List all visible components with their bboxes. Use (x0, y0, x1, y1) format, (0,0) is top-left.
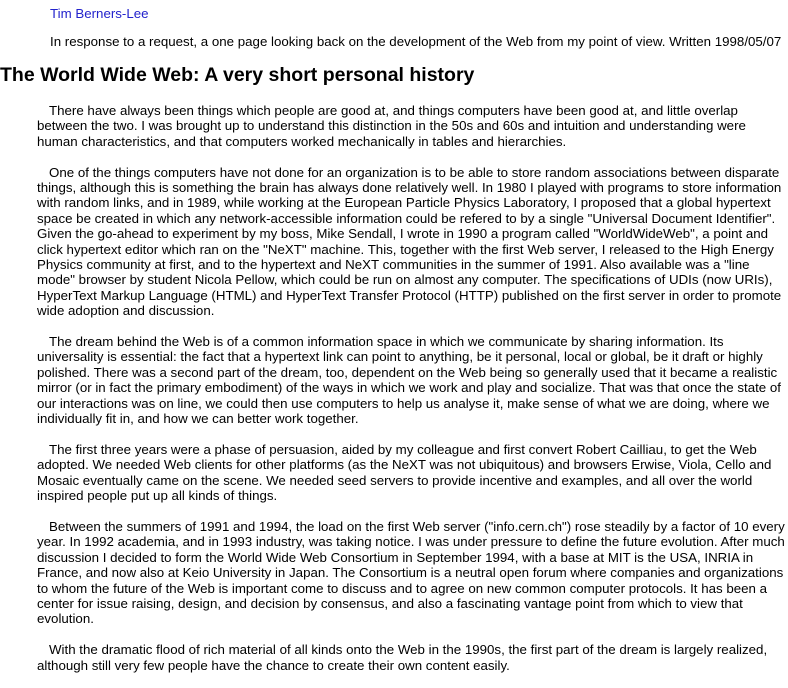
page-title: The World Wide Web: A very short personal history (0, 64, 475, 86)
paragraph: There have always been things which people are good at, and things computers have been good at, and little overlap between the two. I was brought up to understand this distinction in the 50s and 60s and intuition and understanding were human characteristics, and that computers worked mechanically in tables and hierarchies. (37, 103, 746, 149)
paragraph: The dream behind the Web is of a common information space in which we communicate by sharing information. Its universality is essential: the fact that a hypertext link can point to anything, be it personal, local or global, be it draft or highly polished. There was a second part of the dream, too, dependent on the Web being so generally used that it became a realistic mirror (or in fact the primary embodiment) of the ways in which we work and play and socialize. That was that once the state of our interactions was on line, we could then use computers to help us analyse it, make sense of what we are doing, where we individually fit in, and how we can better work together. (37, 334, 781, 427)
paragraph: Between the summers of 1991 and 1994, the load on the first Web server ("info.cern.ch") rose steadily by a factor of 10 every year. In 1992 academia, and in 1993 industry, was taking notice. I was under pressure to define the future evolution. After much discussion I decided to form the World Wide Web Consortium in September 1994, with a base at MIT is the USA, INRIA in France, and now also at Keio University in Japan. The Consortium is a neutral open forum where companies and organizations to whom the future of the Web is important come to discuss and to agree on new common computer protocols. It has been a center for issue raising, design, and decision by consensus, and also a fascinating vantage point from which to view that evolution. (37, 518, 785, 627)
paragraph: One of the things computers have not done for an organization is to be able to store random associations between disparate things, although this is something the brain has always done relatively well. In 1980 I played with programs to store information with random links, and in 1989, while working at the European Particle Physics Laboratory, I proposed that a global hypertext space be created in which any network-accessible information could be refered to by a single "Universal Document Identifier". Given the go-ahead to experiment by my boss, Mike Sendall, I wrote in 1990 a program called "WorldWideWeb", a point and click hypertext editor which ran on the "NeXT" machine. This, together with the first Web server, I released to the High Energy Physics community at first, and to the hypertext and NeXT communities in the summer of 1991. Also available was a "line mode" browser by student Nicola Pellow, which could be run on almost any computer. The specifications of UDIs (now URIs), HyperText Markup Language (HTML) and HyperText Transfer Protocol (HTTP) published on the first server in order to promote wide adoption and discussion. (37, 164, 782, 319)
author-link[interactable]: Tim Berners-Lee (50, 6, 149, 21)
intro-text: In response to a request, a one page looking back on the development of the Web from my point of view. Written 1998/05/07 (50, 34, 782, 49)
paragraph: With the dramatic flood of rich material of all kinds onto the Web in the 1990s, the first part of the dream is largely realized, although still very few people have the chance to create their own content easily. (37, 642, 768, 673)
paragraph: The first three years were a phase of persuasion, aided by my colleague and first convert Robert Cailliau, to get the Web adopted. We needed Web clients for other platforms (as the NeXT was not ubiquitous) and browsers Erwise, Viola, Cello and Mosaic eventually came on the scene. We needed seed servers to provide incentive and examples, and all over the world inspired people put up all kinds of things. (37, 441, 772, 504)
article-body (37, 103, 788, 688)
